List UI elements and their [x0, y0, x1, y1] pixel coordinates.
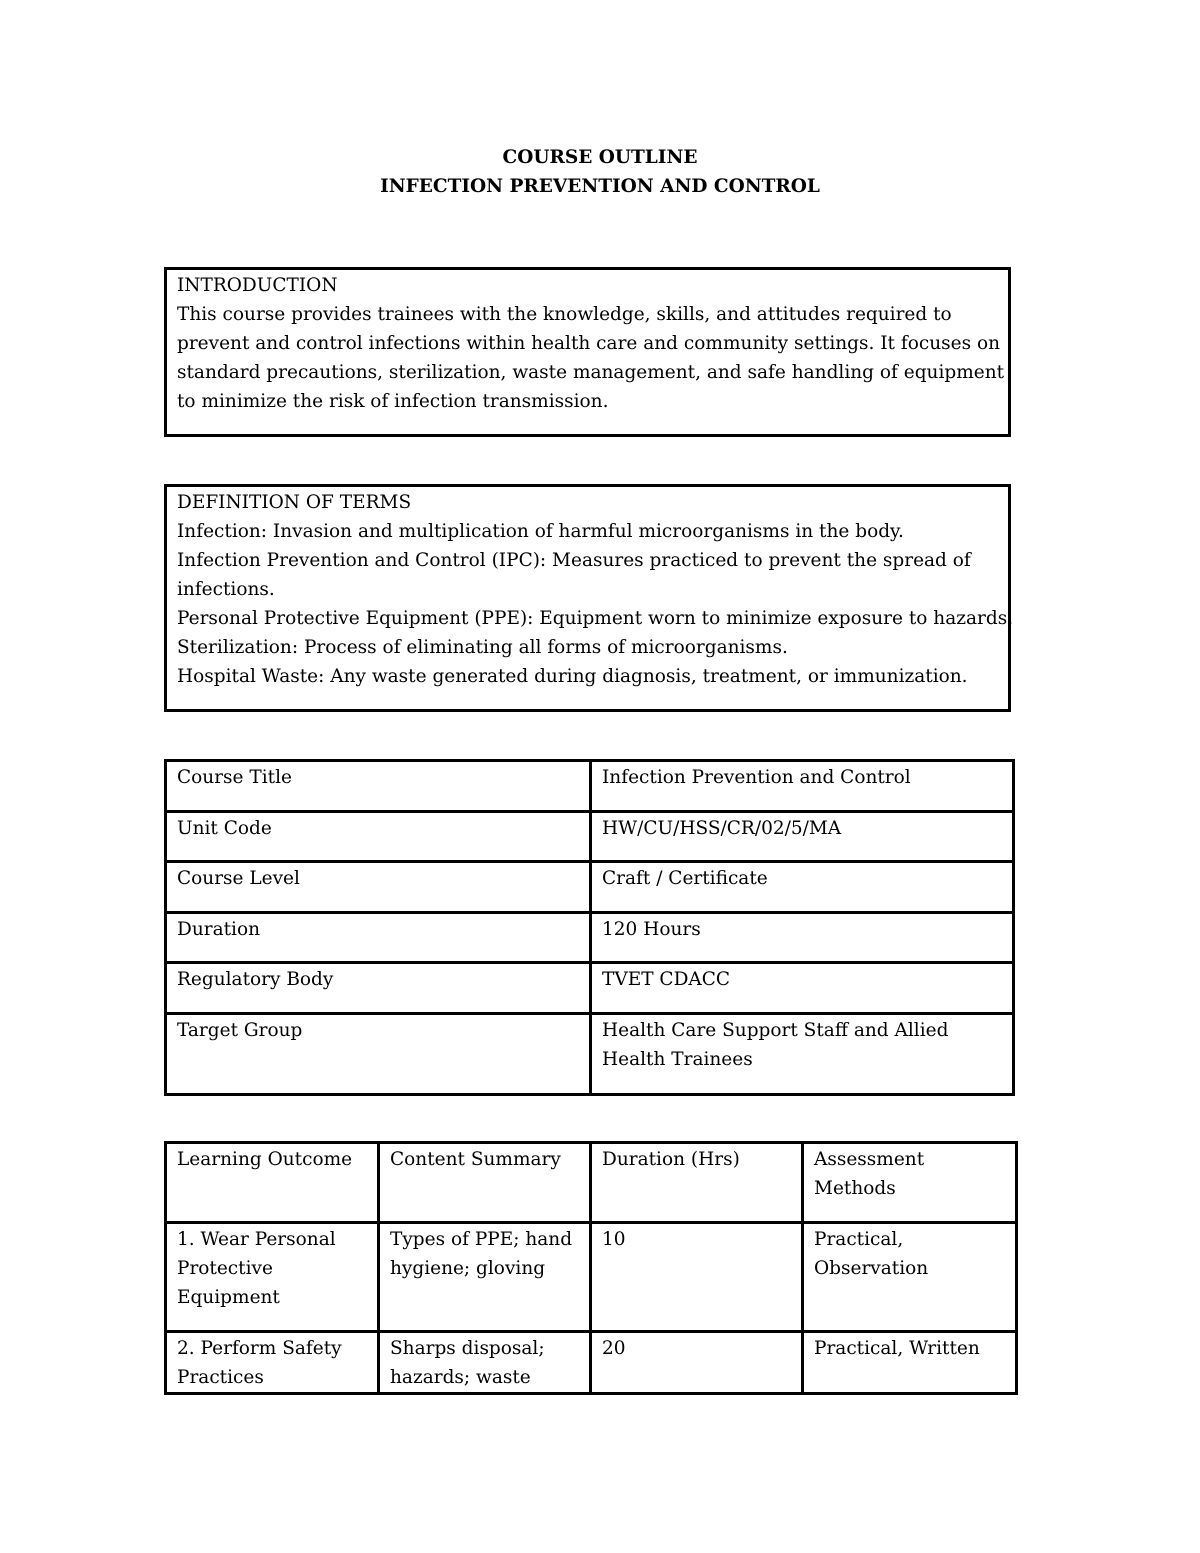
course-title-value: Infection Prevention and Control	[591, 761, 1014, 812]
course-title-label: Course Title	[166, 761, 591, 812]
outcome-cell: 1. Wear Personal Protective Equipment	[166, 1223, 379, 1332]
introduction-box	[164, 267, 1011, 437]
introduction-line: to minimize the risk of infection transmission.	[177, 391, 609, 412]
column-header: Learning Outcome	[166, 1143, 379, 1223]
content-cell: Sharps disposal; hazards; waste	[379, 1332, 591, 1394]
assessment-cell: Practical, Written	[803, 1332, 1017, 1394]
course-level-label: Course Level	[166, 862, 591, 913]
learning-outcomes-table	[164, 1141, 1018, 1395]
unit-code-label: Unit Code	[166, 812, 591, 862]
table-row	[166, 1014, 1014, 1095]
duration-cell: 10	[591, 1223, 803, 1332]
column-header: Assessment Methods	[803, 1143, 1017, 1223]
column-header: Content Summary	[379, 1143, 591, 1223]
introduction-line: This course provides trainees with the knowledge, skills, and attitudes required to	[177, 304, 952, 325]
table-row	[166, 913, 1014, 963]
duration-value: 120 Hours	[591, 913, 1014, 963]
table-row	[166, 1332, 1017, 1394]
duration-cell: 20	[591, 1332, 803, 1394]
definitions-heading: DEFINITION OF TERMS	[177, 492, 412, 513]
duration-label: Duration	[166, 913, 591, 963]
table-row	[166, 1223, 1017, 1332]
table-row	[166, 761, 1014, 812]
target-group-label: Target Group	[166, 1014, 591, 1095]
unit-code-value: HW/CU/HSS/CR/02/5/MA	[591, 812, 1014, 862]
introduction-line: prevent and control infections within health care and community settings. It focuses on	[177, 333, 1000, 354]
definition-line: Infection Prevention and Control (IPC): Measures practiced to prevent the spread of	[177, 550, 971, 571]
title-line-1: COURSE OUTLINE	[502, 147, 698, 168]
outcome-cell: 2. Perform Safety Practices	[166, 1332, 379, 1394]
assessment-cell: Practical, Observation	[803, 1223, 1017, 1332]
column-header: Duration (Hrs)	[591, 1143, 803, 1223]
definition-line: Sterilization: Process of eliminating all forms of microorganisms.	[177, 637, 788, 658]
title-line-2: INFECTION PREVENTION AND CONTROL	[380, 176, 820, 197]
course-info-table	[164, 759, 1015, 1096]
definition-line: Infection: Invasion and multiplication of harmful microorganisms in the body.	[177, 521, 904, 542]
definition-line: Hospital Waste: Any waste generated during diagnosis, treatment, or immunization.	[177, 666, 968, 687]
introduction-line: standard precautions, sterilization, waste management, and safe handling of equipment	[177, 362, 1005, 383]
regulatory-body-label: Regulatory Body	[166, 963, 591, 1014]
content-cell: Types of PPE; hand hygiene; gloving	[379, 1223, 591, 1332]
course-level-value: Craft / Certificate	[591, 862, 1014, 913]
target-group-value: Health Care Support Staff and Allied Health Trainees	[591, 1014, 1014, 1095]
regulatory-body-value: TVET CDACC	[591, 963, 1014, 1014]
document-title	[0, 143, 1200, 201]
definition-line: infections.	[177, 579, 275, 600]
table-row	[166, 862, 1014, 913]
table-header-row	[166, 1143, 1017, 1223]
definitions-box	[164, 484, 1014, 712]
definition-line: Personal Protective Equipment (PPE): Equipment worn to minimize exposure to hazards.	[177, 608, 1014, 629]
table-row	[166, 963, 1014, 1014]
introduction-heading: INTRODUCTION	[177, 275, 338, 296]
table-row	[166, 812, 1014, 862]
